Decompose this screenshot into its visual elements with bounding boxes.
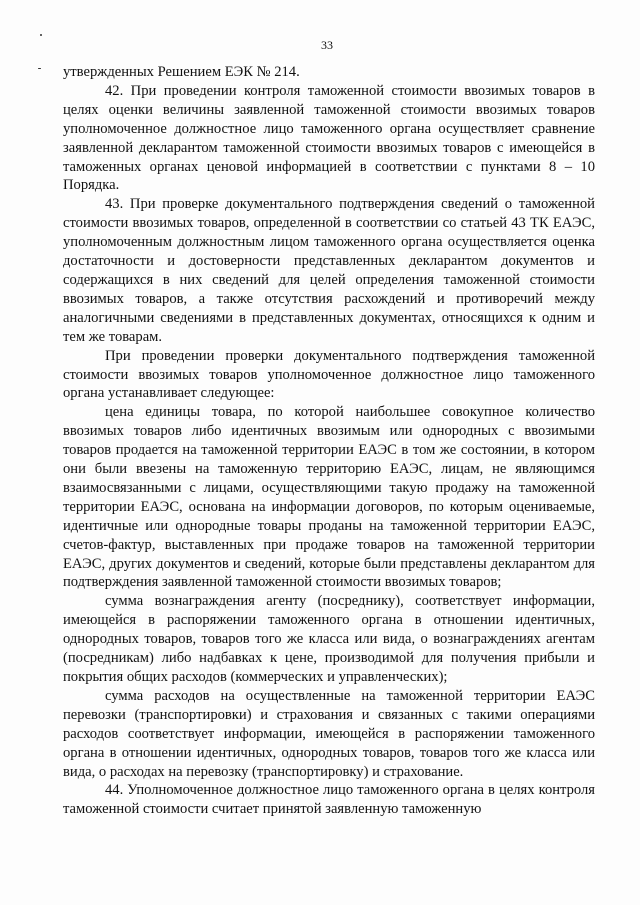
paragraph-continuation: утвержденных Решением ЕЭК № 214. — [63, 64, 300, 80]
paragraph-43-item-agent-fee: сумма вознаграждения агенту (посреднику), соответствует информации, имеющейся в распоряжении таможенного органа в отношении идентичных, однородных товаров, товаров того же класса или вида, о вознаграждениях агентам (посредникам) либо надбавках к цене, производимой для получения прибыли и покрытия общих расходов (коммерческих и управленческих); — [63, 593, 595, 685]
paragraph-44: 44. Уполномоченное должностное лицо таможенного органа в целях контроля таможенной стоимости считает принятой заявленную таможенную — [63, 782, 595, 818]
paragraph-43: 43. При проверке документального подтверждения сведений о таможенной стоимости ввозимых товаров, определенной в соответствии со статьей 43 ТК ЕАЭС, уполномоченным должностным лицом таможенного органа осуществляется оценка достаточности и достоверности представленных декларантом документов и содержащихся в них сведений для целей определения таможенной стоимости ввозимых товаров, а также отсутствия расхождений и противоречий между аналогичными сведениями в представленных документах, относящихся к одним и тем же товарам. — [63, 196, 595, 345]
paragraph-43-intro: При проведении проверки документального подтверждения таможенной стоимости ввозимых товаров уполномоченное должностное лицо таможенного органа устанавливает следующее: — [63, 347, 595, 402]
paragraph-43-item-transport: сумма расходов на осуществленные на таможенной территории ЕАЭС перевозки (транспортировки) и страхования и связанных с такими операциями расходов соответствует информации, имеющейся в распоряжении таможенного органа в отношении идентичных, однородных товаров, товаров того же класса или вида, о расходах на перевозку (транспортировку) и страхование. — [63, 687, 595, 780]
paragraph-43-item-price: цена единицы товара, по которой наибольшее совокупное количество ввозимых товаров либо идентичных ввозимым или однородных с ввозимыми товаров продается на таможенной территории ЕАЭС в том же состоянии, в котором они были ввезены на таможенную территорию ЕАЭС, лицам, не являющимся взаимосвязанными с лицами, осуществляющими такую продажу на таможенной территории ЕАЭС, основана на информации договоров, по которым оцениваемые, идентичные или однородные товары проданы на таможенной территории ЕАЭС, счетов-фактур, выставленных при продаже товаров на таможенной территории ЕАЭС, других документов и сведений, которые были представлены декларантом для подтверждения заявленной таможенной стоимости ввозимых товаров; — [63, 404, 595, 591]
document-body — [63, 63, 595, 819]
page-number: 33 — [321, 38, 333, 52]
scan-speck — [38, 68, 41, 69]
scan-speck — [40, 34, 42, 36]
paragraph-42: 42. При проведении контроля таможенной стоимости ввозимых товаров в целях оценки величины заявленной таможенной стоимости ввозимых товаров уполномоченное должностное лицо таможенного органа осуществляет сравнение заявленной декларантом таможенной стоимости ввозимых товаров с имеющейся в таможенных органах ценовой информацией в соответствии с пунктами 8 – 10 Порядка. — [63, 82, 595, 194]
